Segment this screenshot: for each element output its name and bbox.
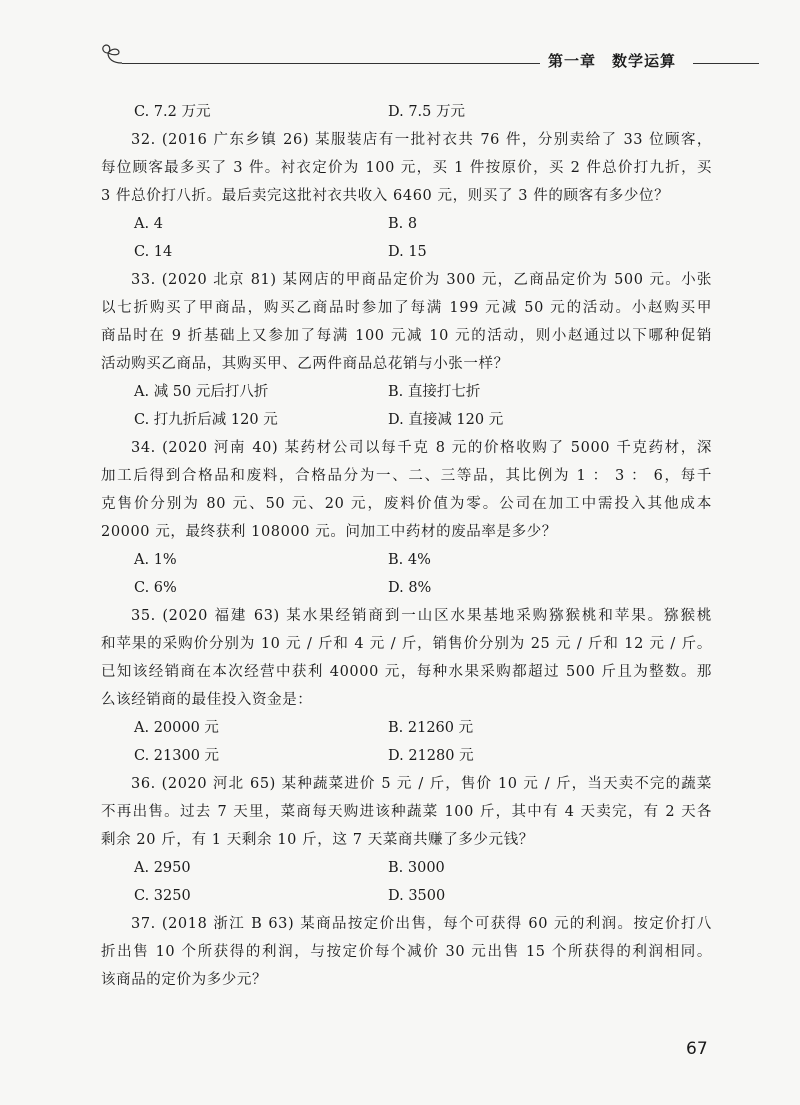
header-rule-left xyxy=(122,63,540,64)
options-row xyxy=(101,854,712,882)
option-choice: C. 6% xyxy=(134,580,177,596)
question-stem-line: 每位顾客最多买了 3 件。衬衣定价为 100 元，买 1 件按原价，买 2 件总价打九折，买 xyxy=(101,160,712,176)
option-choice: D. 直接减 120 元 xyxy=(388,412,504,428)
options-row xyxy=(101,714,712,742)
option-choice: B. 直接打七折 xyxy=(388,384,481,400)
question-stem-start: 33. (2020 北京 81) 某网店的甲商品定价为 300 元，乙商品定价为 500 元。小张 xyxy=(131,272,712,288)
option-choice: D. 3500 xyxy=(388,888,446,904)
question-stem-line: 折出售 10 个所获得的利润，与按定价每个减价 30 元出售 15 个所获得的利润相同。 xyxy=(101,944,712,960)
page-body xyxy=(101,98,712,994)
question-stem-line: 商品时在 9 折基础上又参加了每满 100 元减 10 元的活动，则小赵通过以下哪种促销 xyxy=(101,328,712,344)
question-stem-line: 剩余 20 斤，有 1 天剩余 10 斤，这 7 天菜商共赚了多少元钱？ xyxy=(101,832,534,848)
option-choice: B. 21260 元 xyxy=(388,720,474,736)
options-row xyxy=(101,98,712,126)
options-row xyxy=(101,546,712,574)
question-stem-line: 以七折购买了甲商品，购买乙商品时参加了每满 199 元减 50 元的活动。小赵购买甲 xyxy=(101,300,712,316)
question-stem-start: 35. (2020 福建 63) 某水果经销商到一山区水果基地采购猕猴桃和苹果。猕猴桃 xyxy=(131,608,712,624)
question-stem-line: 20000 元，最终获利 108000 元。问加工中药材的废品率是多少？ xyxy=(101,524,557,540)
options-row xyxy=(101,210,712,238)
option-choice: C. 21300 元 xyxy=(134,748,220,764)
question-stem-start: 34. (2020 河南 40) 某药材公司以每千克 8 元的价格收购了 5000 千克药材，深 xyxy=(131,440,712,456)
question-stem-line: 不再出售。过去 7 天里，菜商每天购进该种蔬菜 100 斤，其中有 4 天卖完，有 2 天各 xyxy=(101,804,712,820)
question-stem-line: 加工后得到合格品和废料，合格品分为一、二、三等品，其比例为 1 ： 3 ： 6，每千 xyxy=(101,468,712,484)
option-choice: B. 4% xyxy=(388,552,431,568)
question-stem-line: 已知该经销商在本次经营中获利 40000 元，每种水果采购都超过 500 斤且为整数。那 xyxy=(101,664,712,680)
option-choice: C. 14 xyxy=(134,244,173,260)
options-row xyxy=(101,574,712,602)
option-choice: D. 15 xyxy=(388,244,427,260)
options-row xyxy=(101,378,712,406)
chapter-title: 第一章 数学运算 xyxy=(548,52,677,70)
option-choice: A. 减 50 元后打八折 xyxy=(134,384,269,400)
options-row xyxy=(101,238,712,266)
question-stem-start: 36. (2020 河北 65) 某种蔬菜进价 5 元 / 斤，售价 10 元 / 斤，当天卖不完的蔬菜 xyxy=(131,776,712,792)
question-stem-line: 活动购买乙商品，其购买甲、乙两件商品总花销与小张一样？ xyxy=(101,356,509,372)
options-row xyxy=(101,882,712,910)
option-choice: C. 3250 xyxy=(134,888,191,904)
option-choice: A. 4 xyxy=(134,216,163,232)
options-row xyxy=(101,742,712,770)
option-choice: A. 1% xyxy=(134,552,177,568)
option-choice: D. 21280 元 xyxy=(388,748,474,764)
option-choice: B. 8 xyxy=(388,216,418,232)
page-number: 67 xyxy=(686,1039,708,1059)
sprout-icon xyxy=(100,42,128,72)
header-rule-right xyxy=(693,63,759,64)
question-stem-start: 32. (2016 广东乡镇 26) 某服装店有一批衬衣共 76 件，分别卖给了 33 位顾客， xyxy=(131,132,712,148)
question-stem-line: 和苹果的采购价分别为 10 元 / 斤和 4 元 / 斤，销售价分别为 25 元 / 斤和 12 元 / 斤。 xyxy=(101,636,712,652)
options-row xyxy=(101,406,712,434)
page-header xyxy=(0,0,800,90)
option-choice: A. 2950 xyxy=(134,860,191,876)
question-stem-line: 该商品的定价为多少元？ xyxy=(101,972,268,988)
option-choice: D. 8% xyxy=(388,580,432,596)
question-stem-line: 么该经销商的最佳投入资金是： xyxy=(101,692,313,708)
question-stem-line: 3 件总价打八折。最后卖完这批衬衣共收入 6460 元，则买了 3 件的顾客有多少位？ xyxy=(101,188,670,204)
option-choice: D. 7.5 万元 xyxy=(388,104,465,120)
option-choice: B. 3000 xyxy=(388,860,445,876)
question-stem-line: 克售价分别为 80 元、50 元、20 元，废料价值为零。公司在加工中需投入其他成本 xyxy=(101,496,712,512)
option-choice: A. 20000 元 xyxy=(134,720,219,736)
option-choice: C. 打九折后减 120 元 xyxy=(134,412,278,428)
question-stem-start: 37. (2018 浙江 B 63) 某商品按定价出售，每个可获得 60 元的利润。按定价打八 xyxy=(131,916,712,932)
option-choice: C. 7.2 万元 xyxy=(134,104,211,120)
